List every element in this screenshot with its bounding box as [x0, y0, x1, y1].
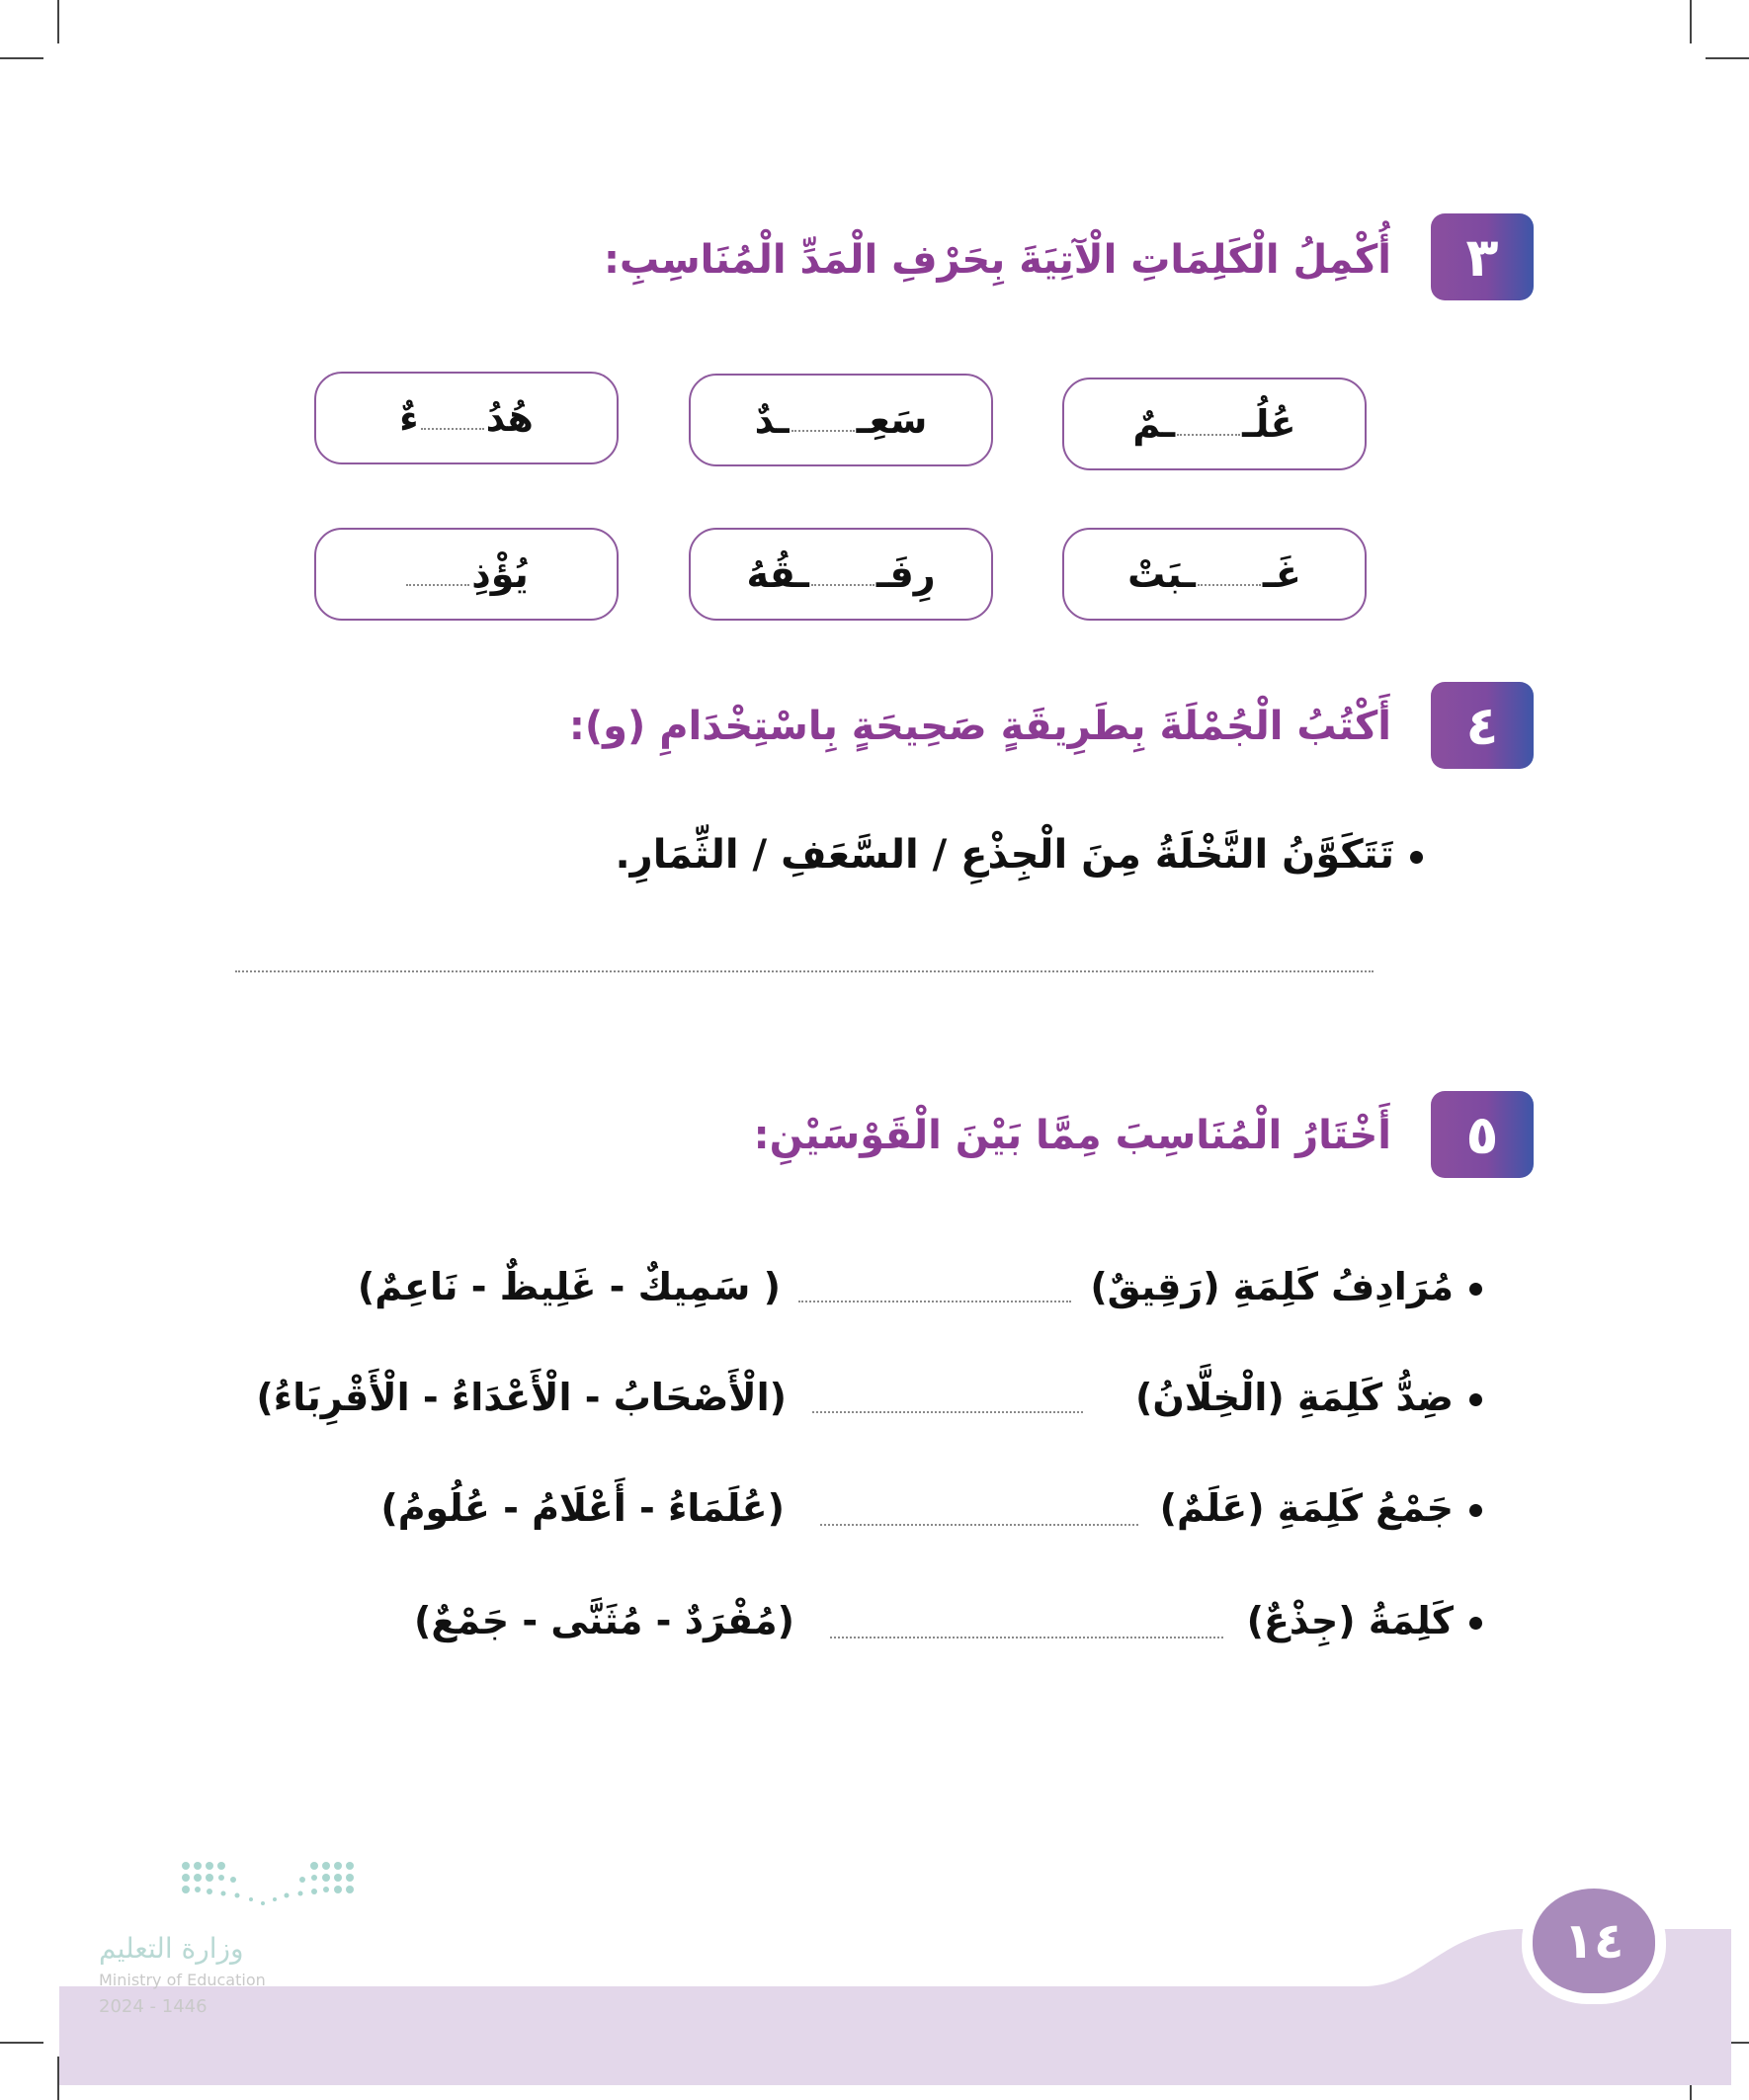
word-box[interactable] [1062, 528, 1367, 621]
choice-options: (الْأَصْحَابُ - الْأَعْدَاءُ - الْأَقْرِبَاءُ) [256, 1376, 787, 1419]
word-box[interactable] [314, 372, 619, 464]
question-text: كَلِمَةُ (جِذْعٌ) [1246, 1599, 1454, 1642]
choice-question [1135, 1376, 1482, 1419]
word-start: سَعِـ [856, 398, 928, 442]
word-end: ـقُهُ [746, 552, 809, 596]
choice-question [1247, 1599, 1482, 1642]
word-end: ـدٌ [754, 398, 790, 442]
question-text: مُرَادِفُ كَلِمَةِ (رَقِيقٌ) [1090, 1265, 1454, 1308]
exercise-title: أُكْمِلُ الْكَلِمَاتِ الْآتِيَةَ بِحَرْفِ الْمَدِّ الْمُنَاسِبِ: [604, 237, 1391, 283]
choice-question [1090, 1265, 1482, 1308]
crop-mark [0, 57, 43, 59]
blank-gap[interactable] [406, 584, 469, 586]
answer-line[interactable] [830, 1637, 1223, 1638]
question-text: جَمْعُ كَلِمَةِ (عَلَمٌ) [1159, 1486, 1454, 1530]
blank-gap[interactable] [1177, 434, 1240, 436]
bullet-icon [1469, 1393, 1482, 1406]
crop-mark [1690, 0, 1692, 43]
crop-mark [57, 0, 59, 43]
word-end: ءٌ [399, 396, 419, 440]
answer-line[interactable] [235, 970, 1374, 972]
answer-line[interactable] [798, 1301, 1071, 1302]
exercise-title: أَخْتَارُ الْمُنَاسِبَ مِمَّا بَيْنَ الْقَوْسَيْنِ: [753, 1113, 1391, 1158]
edition-year: 2024 - 1446 [99, 1996, 208, 2017]
answer-line[interactable] [812, 1411, 1083, 1413]
bullet-icon [1469, 1504, 1482, 1517]
page-number-badge [1522, 1878, 1666, 2004]
word-box[interactable] [1062, 378, 1367, 470]
word-box[interactable] [689, 374, 993, 466]
bullet-icon [1469, 1617, 1482, 1630]
sentence-to-rewrite [615, 832, 1423, 878]
question-text: ضِدُّ كَلِمَةِ (الْخِلَّانُ) [1135, 1376, 1454, 1419]
word-start: عُلُـ [1242, 402, 1296, 446]
blank-gap[interactable] [791, 430, 855, 432]
word-start: يُؤْذِ [471, 552, 529, 596]
choice-options: ( سَمِيكٌ - غَلِيظٌ - نَاعِمٌ) [357, 1265, 781, 1308]
choice-options: (مُفْرَدٌ - مُثَنَّى - جَمْعٌ) [413, 1599, 794, 1642]
choice-question [1160, 1486, 1482, 1530]
blank-gap[interactable] [811, 584, 874, 586]
exercise-number-badge: ٥ [1431, 1091, 1534, 1178]
blank-gap[interactable] [421, 428, 484, 430]
bullet-icon [1469, 1283, 1482, 1296]
sentence-text: تَتَكَوَّنُ النَّخْلَةُ مِنَ الْجِذْعِ / السَّعَفِ / الثِّمَارِ. [615, 832, 1394, 878]
ministry-logo-icon [178, 1858, 356, 1917]
blank-gap[interactable] [1198, 584, 1261, 586]
ministry-name-arabic: وزارة التعليم [99, 1932, 244, 1965]
word-box[interactable] [689, 528, 993, 621]
ministry-name-english: Ministry of Education [99, 1971, 266, 1989]
word-start: غَـ [1262, 552, 1301, 596]
word-box[interactable] [314, 528, 619, 621]
exercise-number-badge: ٣ [1431, 213, 1534, 300]
word-start: هُدُ [485, 396, 534, 440]
exercise-title: أَكْتُبُ الْجُمْلَةَ بِطَرِيقَةٍ صَحِيحَةٍ بِاسْتِخْدَامِ (و): [568, 704, 1391, 749]
crop-mark [1706, 57, 1749, 59]
bullet-icon [1410, 851, 1423, 864]
choice-options: (عُلَمَاءُ - أَعْلَامُ - عُلُومُ) [380, 1486, 785, 1530]
word-end: ـمٌ [1132, 402, 1176, 446]
word-end: ـبَتْ [1127, 552, 1196, 596]
exercise-number-badge: ٤ [1431, 682, 1534, 769]
page-number: ١٤ [1533, 1889, 1655, 1993]
word-start: رِفَـ [875, 552, 936, 596]
answer-line[interactable] [820, 1524, 1138, 1526]
footer-wave [0, 1907, 1749, 2100]
